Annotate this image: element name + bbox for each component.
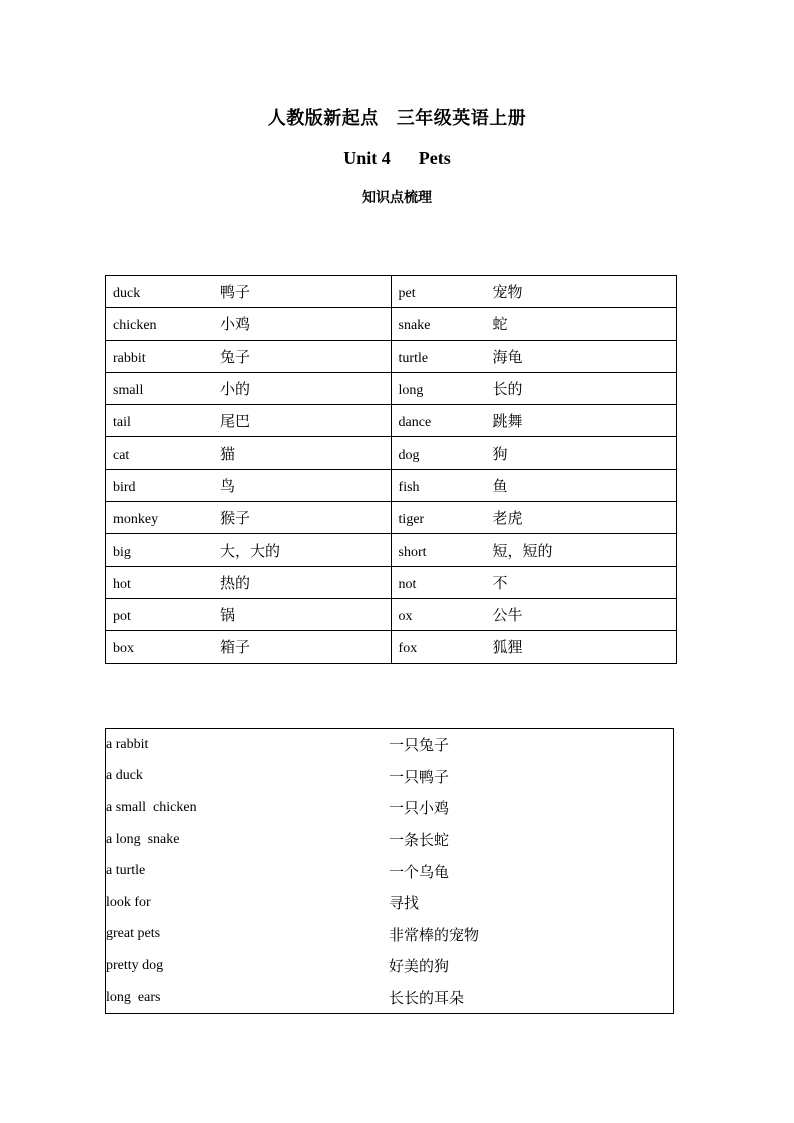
vocab-cell <box>391 534 676 566</box>
vocab-row <box>106 308 677 340</box>
vocab-row <box>106 502 677 534</box>
vocab-chinese: 鸟 <box>220 476 236 495</box>
vocab-chinese: 公牛 <box>492 606 523 625</box>
vocab-english: turtle <box>398 350 429 366</box>
vocab-chinese: 尾巴 <box>220 412 251 431</box>
phrase-row <box>106 761 674 793</box>
vocab-english: short <box>398 544 427 560</box>
vocab-cell <box>391 469 676 501</box>
unit-number: Unit 4 <box>343 148 391 168</box>
vocab-row <box>106 631 677 663</box>
vocab-row <box>106 437 677 469</box>
vocab-chinese: 大，大的 <box>220 541 281 560</box>
vocab-cell <box>391 372 676 404</box>
page-subtitle: 知识点梳理 <box>362 190 432 206</box>
vocab-chinese: 长的 <box>492 380 523 399</box>
vocab-english: dance <box>398 415 432 431</box>
phrase-chinese: 寻找 <box>389 894 420 913</box>
vocab-cell <box>391 437 676 469</box>
vocab-cell <box>391 566 676 598</box>
phrase-chinese: 一只鸭子 <box>389 767 450 786</box>
vocab-row <box>106 340 677 372</box>
vocab-cell <box>391 598 676 630</box>
vocab-cell <box>106 276 392 308</box>
vocab-row <box>106 534 677 566</box>
vocab-english: ox <box>398 609 413 625</box>
vocab-english: pot <box>113 609 131 625</box>
phrase-chinese: 非常棒的宠物 <box>389 925 480 944</box>
vocab-english: duck <box>113 286 141 302</box>
phrase-english: a long snake <box>106 831 180 847</box>
phrase-row <box>106 855 674 887</box>
vocab-cell <box>391 308 676 340</box>
vocab-cell <box>391 502 676 534</box>
vocab-english: cat <box>113 447 130 463</box>
unit-name: Pets <box>418 148 451 168</box>
phrase-english: long ears <box>106 989 161 1005</box>
vocab-english: small <box>113 383 144 399</box>
phrase-chinese: 一只小鸡 <box>389 799 450 818</box>
phrase-english: a turtle <box>106 863 146 879</box>
vocab-cell <box>391 631 676 663</box>
phrases-table <box>105 728 674 1014</box>
vocab-chinese: 猴子 <box>220 509 251 528</box>
phrase-chinese: 好美的狗 <box>389 957 450 976</box>
vocab-english: big <box>113 544 131 560</box>
vocab-chinese: 鸭子 <box>220 283 251 302</box>
vocab-row <box>106 276 677 308</box>
vocab-chinese: 箱子 <box>220 638 251 657</box>
vocab-english: fox <box>398 641 418 657</box>
vocab-row <box>106 598 677 630</box>
phrase-english: great pets <box>106 926 161 942</box>
phrase-row <box>106 950 674 982</box>
phrase-chinese: 一只兔子 <box>389 736 450 755</box>
vocab-chinese: 宠物 <box>492 283 523 302</box>
phrase-english: pretty dog <box>106 957 164 973</box>
vocab-english: snake <box>398 318 431 334</box>
phrase-chinese: 一个乌龟 <box>389 862 450 881</box>
vocab-cell <box>106 437 392 469</box>
vocab-english: long <box>398 383 424 399</box>
vocab-chinese: 锅 <box>220 606 236 625</box>
phrase-row <box>106 919 674 951</box>
vocab-cell <box>106 502 392 534</box>
vocab-chinese: 老虎 <box>492 509 523 528</box>
vocab-cell <box>106 534 392 566</box>
vocab-cell <box>106 340 392 372</box>
vocab-cell <box>106 566 392 598</box>
vocab-cell <box>391 340 676 372</box>
vocab-chinese: 热的 <box>220 573 251 592</box>
vocab-english: pet <box>398 286 416 302</box>
vocab-english: not <box>398 576 417 592</box>
phrase-english: look for <box>106 894 151 910</box>
vocab-chinese: 小的 <box>220 380 251 399</box>
vocab-chinese: 狗 <box>492 444 508 463</box>
vocab-cell <box>106 469 392 501</box>
vocab-cell <box>106 372 392 404</box>
phrase-english: a rabbit <box>106 736 149 752</box>
phrase-chinese: 长长的耳朵 <box>389 989 465 1008</box>
phrase-row <box>106 792 674 824</box>
phrase-english: a duck <box>106 768 143 784</box>
vocab-chinese: 蛇 <box>492 315 508 334</box>
vocab-english: dog <box>398 447 420 463</box>
unit-heading <box>0 148 794 169</box>
vocab-cell <box>391 405 676 437</box>
title-right: 三年级英语上册 <box>396 108 527 129</box>
vocab-cell <box>106 631 392 663</box>
vocab-chinese: 鱼 <box>492 476 508 495</box>
vocab-english: hot <box>113 576 131 592</box>
vocab-english: monkey <box>113 512 159 528</box>
vocab-english: bird <box>113 479 136 495</box>
title-left: 人教版新起点 <box>267 108 379 129</box>
phrase-row <box>106 982 674 1014</box>
vocab-chinese: 跳舞 <box>492 412 523 431</box>
phrase-chinese: 一条长蛇 <box>389 831 450 850</box>
phrase-row <box>106 729 674 761</box>
vocab-cell <box>106 598 392 630</box>
vocab-row <box>106 469 677 501</box>
vocab-chinese: 兔子 <box>220 347 251 366</box>
vocab-row <box>106 372 677 404</box>
page-title <box>0 104 794 130</box>
vocabulary-table <box>105 275 677 664</box>
vocab-english: rabbit <box>113 350 146 366</box>
vocab-english: tail <box>113 415 131 431</box>
phrase-english: a small chicken <box>106 799 197 815</box>
vocab-row <box>106 566 677 598</box>
vocab-cell <box>106 405 392 437</box>
vocab-chinese: 狐狸 <box>492 638 523 657</box>
phrase-row <box>106 887 674 919</box>
vocab-row <box>106 405 677 437</box>
vocab-chinese: 海龟 <box>492 347 523 366</box>
vocab-chinese: 不 <box>492 573 508 592</box>
vocab-cell <box>391 276 676 308</box>
phrase-row <box>106 824 674 856</box>
vocab-cell <box>106 308 392 340</box>
vocab-chinese: 短，短的 <box>492 541 553 560</box>
vocab-english: chicken <box>113 318 157 334</box>
vocab-english: box <box>113 641 134 657</box>
vocab-chinese: 猫 <box>220 444 236 463</box>
vocab-english: fish <box>398 479 420 495</box>
vocab-english: tiger <box>398 512 425 528</box>
vocab-chinese: 小鸡 <box>220 315 251 334</box>
